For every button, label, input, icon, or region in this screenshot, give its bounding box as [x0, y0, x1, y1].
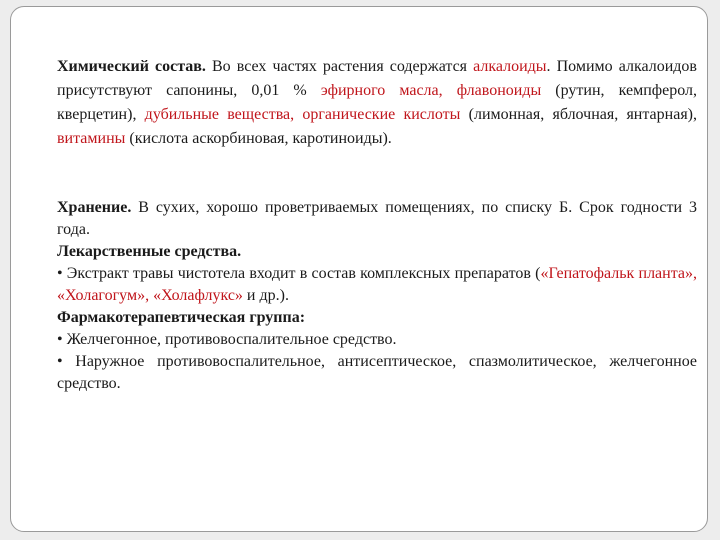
drugs-bullet-prefix: • Экстракт травы чистотела входит в состав комплексных препаратов ( [57, 265, 541, 282]
drugs-heading-text: Лекарственные средства. [57, 243, 242, 260]
drugs-bullet-suffix: и др.). [242, 287, 289, 304]
composition-text-1: Во всех частях растения содержатся [205, 58, 474, 75]
composition-text-4: (лимонная, яблочная, янтарная), [460, 106, 698, 123]
storage-heading: Хранение. [57, 199, 132, 216]
drugs-heading [57, 241, 697, 263]
slide-frame [10, 6, 708, 532]
drugs-bullet [57, 263, 697, 307]
alkaloids-highlight: алкалоиды [473, 58, 547, 75]
vitamins-highlight: витамины [57, 130, 126, 147]
pharm-heading-text: Фармакотерапевтическая группа: [57, 309, 306, 326]
composition-text-5: (кислота аскорбиновая, каротиноиды). [125, 130, 392, 147]
details-section [57, 197, 697, 395]
composition-heading: Химический состав. [57, 58, 206, 75]
tannins-acids-highlight: дубильные вещества, органические кислоты [144, 106, 461, 123]
pharm-bullet-1: • Желчегонное, противовоспалительное средство. [57, 331, 397, 348]
composition-paragraph [57, 55, 697, 151]
drug-products-highlight: «Гепатофальк планта», «Холагогум», «Холафлукс» [57, 265, 698, 304]
pharm-heading [57, 307, 697, 329]
pharm-bullet-2: • Наружное противовоспалительное, антисептическое, спазмолитическое, желчегонное средство. [57, 353, 697, 392]
composition-text-2: . Помимо алкалоидов присутствуют сапонины, 0,01 % [57, 58, 697, 99]
storage-text: В сухих, хорошо проветриваемых помещениях, по списку Б. Срок годности 3 года. [57, 199, 697, 238]
essential-oil-highlight: эфирного масла, флавоноиды [320, 82, 542, 99]
composition-text-3: (рутин, кемпферол, кверцетин), [57, 82, 697, 123]
storage-paragraph [57, 197, 697, 241]
